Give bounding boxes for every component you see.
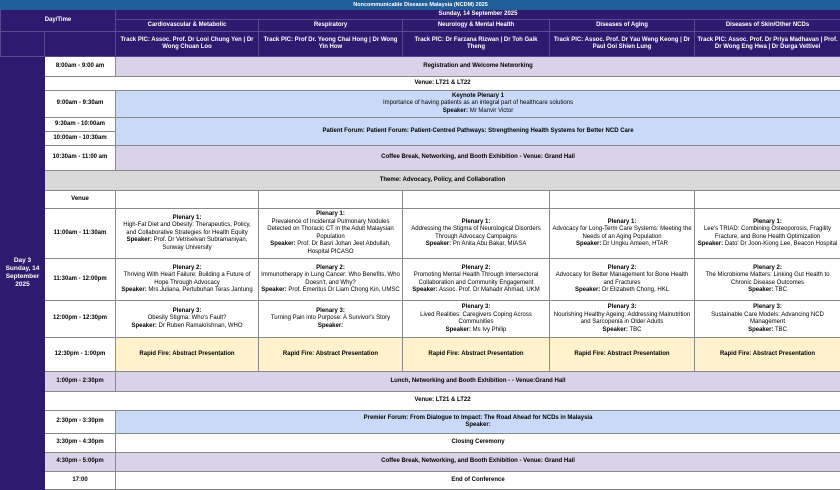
session-cell — [259, 259, 403, 301]
speaker-label: Speaker: — [127, 237, 152, 243]
premier-forum-session — [116, 411, 840, 434]
theme-row: Theme: Advocacy, Policy, and Collaboration — [45, 171, 840, 191]
empty-cell — [45, 32, 116, 57]
keynote-title: Keynote Plenary 1 — [452, 93, 504, 99]
session-speaker: Dato' Dr Joon-Kiong Lee, Beacon Hospital — [723, 241, 837, 247]
registration-session: Registration and Welcome Networking — [116, 57, 840, 77]
venue-cell — [259, 191, 403, 209]
session-cell — [259, 301, 403, 338]
speaker-label: Speaker: — [576, 241, 601, 247]
session-cell — [403, 209, 550, 259]
time-cell: 9:30am - 10:00am — [45, 118, 116, 132]
session-title: Sustainable Care Models: Advancing NCD Management — [711, 312, 824, 326]
session-label: Plenary 3: — [753, 304, 782, 310]
track-header: Cardiovascular & Metabolic — [116, 20, 259, 32]
plenary-row — [1, 209, 840, 259]
session-title: Promoting Mental Health Through Intersectoral Collaboration and Community Engagement — [414, 272, 539, 286]
session-speaker: TBC — [628, 327, 642, 333]
keynote-session — [116, 91, 840, 118]
session-label: Plenary 3: — [608, 304, 637, 310]
session-title: Lee's TRIAD: Combining Osteoporosis, Fragility Fracture, and Bone Health Optimization — [704, 226, 831, 240]
session-speaker: Prof. Emeritus Dr Liam Chong Kin, UMSC — [287, 287, 400, 293]
speaker-label: Speaker: — [698, 241, 723, 247]
session-label: Plenary 1: — [316, 211, 345, 217]
session-title: Addressing the Stigma of Neurological Disorders Through Advocacy Campaigns — [411, 226, 540, 240]
session-label: Plenary 3: — [173, 308, 202, 314]
time-cell: 9:00am - 9:30am — [45, 91, 116, 118]
time-cell: 12:30pm - 1:00pm — [45, 338, 116, 372]
day-number: Day 3 — [14, 257, 31, 264]
session-cell — [695, 209, 840, 259]
day-time-header: Day/Time — [1, 10, 116, 32]
time-cell: 11:30am - 12:00pm — [45, 259, 116, 301]
venue-row: Venue: LT21 & LT22 — [45, 77, 840, 91]
premier-forum-title: Premier Forum: From Dialogue to Impact: The Road Ahead for NCDs in Malaysia — [364, 415, 593, 421]
track-pic: Track PIC: Dr Farzana Rizwan | Dr Toh Gaik Theng — [403, 32, 550, 57]
session-speaker: Prof. Dr Vetriselvan Subramaniyan, Sunway University — [152, 237, 247, 251]
track-header: Neurology & Mental Health — [403, 20, 550, 32]
venue-cell — [403, 191, 550, 209]
speaker-label: Speaker: — [270, 241, 295, 247]
track-header: Respiratory — [259, 20, 403, 32]
day-label — [1, 57, 45, 490]
session-cell — [116, 259, 259, 301]
session-title: The Microbiome Matters: Linking Gut Health to Chronic Disease Outcomes — [705, 272, 829, 286]
end-of-conference: End of Conference — [116, 472, 840, 490]
time-cell: 3:30pm - 4:30pm — [45, 434, 116, 453]
session-label: Plenary 2: — [173, 265, 202, 271]
session-title: Nourishing Healthy Ageing: Addressing Malnutrition and Sarcopenia in Older Adults — [554, 312, 690, 326]
rapid-fire-session: Rapid Fire: Abstract Presentation — [116, 338, 259, 372]
session-label: Plenary 1: — [462, 219, 491, 225]
track-pic: Track PIC: Assoc. Prof. Dr Yau Weng Keong | Dr Paul Ooi Shien Lung — [550, 32, 695, 57]
session-label: Plenary 2: — [462, 265, 491, 271]
session-label: Plenary 3: — [316, 308, 345, 314]
speaker-label: Speaker: — [121, 287, 146, 293]
day-date: Sunday, 14 September 2025 — [6, 265, 40, 288]
speaker-label: Speaker: — [603, 327, 628, 333]
session-title: Prevalence of Incidental Pulmonary Nodules Detected on Thoracic CT in the Adult Malaysian Population — [267, 219, 394, 240]
session-cell — [116, 209, 259, 259]
session-speaker: Pn Anita Abu Bakar, MIASA — [451, 241, 526, 247]
session-speaker: Dr Ruben Ramakrishnan, WHO — [157, 323, 243, 329]
plenary-row — [1, 301, 840, 338]
track-pic: Track PIC: Prof Dr. Yeong Chai Hong | Dr Wong Yin How — [259, 32, 403, 57]
speaker-label: Speaker: — [465, 422, 490, 428]
time-cell: 1:00pm - 2:30pm — [45, 372, 116, 392]
track-pic: Track PIC: Assoc. Prof. Dr Looi Chung Yen | Dr Wong Chuan Loo — [116, 32, 259, 57]
speaker-label: Speaker: — [748, 327, 773, 333]
venue-cell — [116, 191, 259, 209]
session-cell — [550, 209, 695, 259]
session-cell — [403, 301, 550, 338]
session-title: Advocacy for Long-Term Care Systems: Meeting the Needs of an Aging Population — [552, 226, 691, 240]
session-cell — [550, 259, 695, 301]
coffee-break-session: Coffee Break, Networking, and Booth Exhibition - Venue: Grand Hall — [116, 453, 840, 472]
speaker-label: Speaker: — [748, 287, 773, 293]
speaker-label: Speaker: — [261, 287, 286, 293]
empty-cell — [1, 32, 45, 57]
session-cell — [259, 209, 403, 259]
lunch-session: Lunch, Networking and Booth Exhibition - - Venue:Grand Hall — [116, 372, 840, 392]
session-title: Immunotherapy in Lung Cancer: Who Benefits, Who Doesn't, and Why? — [261, 272, 400, 286]
venue-cell — [695, 191, 840, 209]
session-label: Plenary 1: — [753, 219, 782, 225]
session-cell — [403, 259, 550, 301]
venue-cell — [550, 191, 695, 209]
plenary-row — [1, 259, 840, 301]
session-label: Plenary 2: — [753, 265, 782, 271]
session-speaker: Prof. Dr Basri Johan Jeet Abdullah, Hospital PICASO — [296, 241, 391, 255]
patient-forum-session: Patient Forum: Patient Forum: Patient-Centred Pathways: Strengthening Health Systems for Better NCD Care — [116, 118, 840, 146]
coffee-break-session: Coffee Break, Networking, and Booth Exhibition - Venue: Grand Hall — [116, 146, 840, 171]
session-title: Lived Realities: Caregivers Coping Across Communities — [420, 312, 532, 326]
session-speaker: Assoc. Prof. Dr Mahadir Ahmad, UKM — [438, 287, 540, 293]
session-cell — [116, 301, 259, 338]
session-cell — [550, 301, 695, 338]
session-speaker: Dr Ungku Ameen, HTAR — [601, 241, 668, 247]
session-speaker: Dr Elizabeth Chong, HKL — [600, 287, 669, 293]
venue-label: Venue — [45, 191, 116, 209]
session-label: Plenary 2: — [608, 265, 637, 271]
time-cell: 10:30am - 11:00 am — [45, 146, 116, 171]
time-cell: 11:00am - 11:30am — [45, 209, 116, 259]
session-speaker: Ms Ivy Philip — [471, 327, 506, 333]
session-label: Plenary 1: — [608, 219, 637, 225]
closing-ceremony-session: Closing Ceremony — [116, 434, 840, 453]
session-title: Advocacy for Better Management for Bone Health and Fractures — [556, 272, 688, 286]
schedule-title: Noncommunicable Diseases Malaysia (NCDM) 2025 — [1, 1, 840, 10]
time-cell: 10:00am - 10:30am — [45, 132, 116, 146]
session-speaker: TBC — [773, 327, 787, 333]
track-header: Diseases of Aging — [550, 20, 695, 32]
session-title: Turning Pain into Purpose: A Survivor's Story — [271, 315, 390, 321]
speaker-label: Speaker: — [575, 287, 600, 293]
keynote-speaker: Mr Manvir Victor — [468, 108, 513, 114]
rapid-fire-session: Rapid Fire: Abstract Presentation — [259, 338, 403, 372]
session-title: Obesity Stigma: Who's Fault? — [148, 315, 227, 321]
time-cell: 17:00 — [45, 472, 116, 490]
session-label: Plenary 2: — [316, 265, 345, 271]
session-title: Thriving With Heart Failure: Building a Future of Hope Through Advocacy — [124, 272, 251, 286]
session-speaker: TBC — [773, 287, 787, 293]
track-pic: Track PIC: Assoc. Prof. Dr Priya Madhavan | Prof. Dr Wong Eng Hwa | Dr Durga Vettivel — [695, 32, 840, 57]
session-cell — [695, 259, 840, 301]
rapid-fire-session: Rapid Fire: Abstract Presentation — [550, 338, 695, 372]
speaker-label: Speaker: — [443, 108, 468, 114]
session-speaker: Mrs Juliana, Pertubuhan Teras Jantung — [147, 287, 253, 293]
time-cell: 12:00pm - 12:30pm — [45, 301, 116, 338]
session-label: Plenary 1: — [173, 215, 202, 221]
time-cell: 2:30pm - 3:30pm — [45, 411, 116, 434]
date-header: Sunday, 14 September 2025 — [116, 10, 840, 20]
speaker-label: Speaker: — [318, 323, 343, 329]
venue-row: Venue: LT21 & LT22 — [45, 392, 840, 411]
speaker-label: Speaker: — [131, 323, 156, 329]
rapid-fire-session: Rapid Fire: Abstract Presentation — [403, 338, 550, 372]
session-cell — [695, 301, 840, 338]
time-cell: 8:00am - 9:00 am — [45, 57, 116, 77]
session-title: High-Fat Diet and Obesity: Therapeutics, Policy, and Collaborative Strategies for Health Equity — [123, 222, 251, 236]
track-header: Diseases of Skin/Other NCDs — [695, 20, 840, 32]
keynote-desc: Importance of having patients as an integral part of healthcare solutions — [383, 100, 573, 106]
time-cell: 4:30pm - 5:00pm — [45, 453, 116, 472]
session-label: Plenary 3: — [462, 304, 491, 310]
speaker-label: Speaker: — [426, 241, 451, 247]
rapid-fire-session: Rapid Fire: Abstract Presentation — [695, 338, 840, 372]
speaker-label: Speaker: — [446, 327, 471, 333]
speaker-label: Speaker: — [412, 287, 437, 293]
